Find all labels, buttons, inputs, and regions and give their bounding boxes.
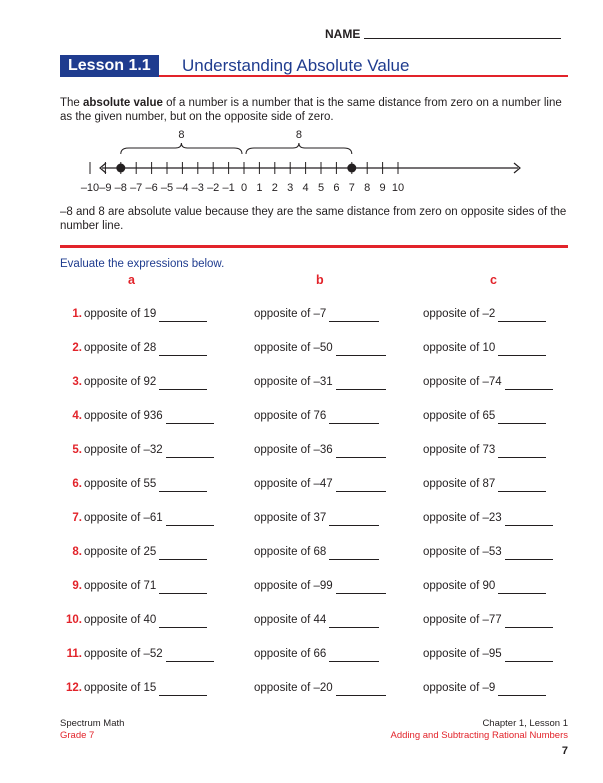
problem-text: opposite of –77 — [423, 614, 502, 626]
problem-b — [254, 410, 379, 424]
footer-right — [391, 718, 568, 742]
answer-blank[interactable] — [498, 343, 546, 356]
name-field — [325, 27, 561, 41]
answer-blank[interactable] — [329, 309, 379, 322]
problem-text: opposite of 10 — [423, 342, 496, 354]
tick-label: 3 — [287, 182, 294, 194]
tick-label: –2 — [207, 182, 220, 194]
right-brace-label: 8 — [295, 129, 302, 141]
footer-grade: Grade 7 — [60, 730, 95, 741]
problem-row — [0, 682, 603, 700]
answer-blank[interactable] — [329, 615, 379, 628]
column-header-c: c — [490, 273, 497, 287]
problem-text: opposite of –32 — [84, 444, 163, 456]
problem-b — [254, 648, 379, 662]
name-blank[interactable] — [364, 38, 561, 39]
problem-text: opposite of 71 — [84, 580, 157, 592]
problem-b — [254, 580, 386, 594]
answer-blank[interactable] — [159, 683, 207, 696]
problem-c — [423, 478, 546, 492]
problem-b — [254, 444, 386, 458]
problem-a — [84, 478, 207, 492]
intro-paragraph — [60, 96, 568, 124]
problem-number: 6. — [72, 478, 82, 490]
problem-text: opposite of –61 — [84, 512, 163, 524]
name-label: NAME — [325, 27, 361, 41]
tick-label: 6 — [333, 182, 340, 194]
problem-row — [0, 580, 603, 598]
number-line-braces — [121, 129, 352, 154]
problem-text: opposite of –23 — [423, 512, 502, 524]
answer-blank[interactable] — [159, 581, 207, 594]
problem-text: opposite of –50 — [254, 342, 333, 354]
answer-blank[interactable] — [329, 411, 379, 424]
tick-label: 9 — [379, 182, 386, 194]
tick-label: –5 — [160, 182, 174, 194]
answer-blank[interactable] — [329, 513, 379, 526]
tick-label: –7 — [130, 182, 143, 194]
problem-text: opposite of 87 — [423, 478, 496, 490]
problem-b — [254, 376, 386, 390]
answer-blank[interactable] — [498, 309, 546, 322]
intro-term: absolute value — [83, 97, 163, 109]
section-divider — [60, 245, 568, 248]
problem-row — [0, 308, 603, 326]
footer-chapter: Chapter 1, Lesson 1 — [482, 718, 568, 729]
problem-text: opposite of –47 — [254, 478, 333, 490]
answer-blank[interactable] — [498, 683, 546, 696]
tick-label: –9 — [99, 182, 112, 194]
problem-text: opposite of 55 — [84, 478, 157, 490]
answer-blank[interactable] — [498, 445, 546, 458]
number-line-labels — [81, 182, 404, 194]
problem-row — [0, 512, 603, 530]
tick-label: 7 — [348, 182, 355, 194]
lesson-banner — [60, 55, 568, 77]
problem-text: opposite of –20 — [254, 682, 333, 694]
problem-text: opposite of –53 — [423, 546, 502, 558]
right-brace — [246, 143, 352, 154]
lesson-title: Understanding Absolute Value — [182, 56, 410, 75]
answer-blank[interactable] — [329, 649, 379, 662]
column-header-a: a — [128, 273, 135, 287]
problem-text: opposite of –7 — [254, 308, 327, 320]
answer-blank[interactable] — [166, 411, 214, 424]
problem-a — [84, 614, 207, 628]
tick-label: 5 — [317, 182, 325, 194]
tick-label: –4 — [176, 182, 189, 194]
problem-row — [0, 444, 603, 462]
tick-label: 1 — [256, 182, 263, 194]
explanation: –8 and 8 are absolute value because they are the same distance from zero on opposite sides of the number line. — [60, 206, 567, 232]
number-line-axis — [100, 163, 520, 173]
answer-blank[interactable] — [166, 649, 214, 662]
problem-a — [84, 512, 214, 526]
problem-row — [0, 410, 603, 428]
problem-c — [423, 410, 546, 424]
answer-blank[interactable] — [329, 547, 379, 560]
problem-b — [254, 546, 379, 560]
answer-blank[interactable] — [166, 445, 214, 458]
problem-b — [254, 342, 386, 356]
problem-c — [423, 614, 553, 628]
problem-b — [254, 512, 379, 526]
tick-label: 8 — [364, 182, 371, 194]
problem-b — [254, 682, 386, 696]
problem-text: opposite of –9 — [423, 682, 496, 694]
problem-c — [423, 648, 553, 662]
problem-text: opposite of 65 — [423, 410, 496, 422]
problem-text: opposite of 73 — [423, 444, 496, 456]
problem-text: opposite of –31 — [254, 376, 333, 388]
tick-label: –3 — [191, 182, 204, 194]
tick-label: –6 — [145, 182, 158, 194]
problem-text: opposite of –74 — [423, 376, 502, 388]
problem-number: 10. — [66, 614, 82, 626]
problem-number: 2. — [72, 342, 82, 354]
problem-c — [423, 546, 553, 560]
tick-label: –1 — [222, 182, 235, 194]
problem-row — [0, 478, 603, 496]
answer-blank[interactable] — [505, 615, 553, 628]
problem-c — [423, 580, 546, 594]
problem-a — [84, 376, 207, 390]
problem-number: 8. — [72, 546, 82, 558]
problem-row — [0, 546, 603, 564]
problem-a — [84, 444, 214, 458]
problem-a — [84, 342, 207, 356]
answer-blank[interactable] — [336, 581, 386, 594]
answer-blank[interactable] — [505, 513, 553, 526]
problem-row — [0, 342, 603, 360]
problem-number: 11. — [66, 648, 82, 660]
problem-c — [423, 512, 553, 526]
problem-b — [254, 308, 379, 322]
tick-label: 0 — [240, 182, 248, 194]
problem-a — [84, 308, 207, 322]
problem-text: opposite of –2 — [423, 308, 496, 320]
answer-blank[interactable] — [505, 377, 553, 390]
tick-label: –10 — [80, 182, 100, 194]
problem-text: opposite of 66 — [254, 648, 327, 660]
problem-a — [84, 410, 214, 424]
answer-blank[interactable] — [498, 479, 546, 492]
problem-c — [423, 308, 546, 322]
problem-text: opposite of –99 — [254, 580, 333, 592]
problem-text: opposite of 37 — [254, 512, 327, 524]
answer-blank[interactable] — [336, 479, 386, 492]
problem-text: opposite of –52 — [84, 648, 163, 660]
footer-left — [60, 718, 124, 742]
problem-text: opposite of 15 — [84, 682, 157, 694]
problem-text: opposite of 44 — [254, 614, 327, 626]
answer-blank[interactable] — [159, 547, 207, 560]
number-line — [60, 128, 550, 198]
tick-label: 4 — [302, 182, 309, 194]
problem-c — [423, 444, 546, 458]
problem-a — [84, 682, 207, 696]
answer-blank[interactable] — [336, 377, 386, 390]
answer-blank[interactable] — [498, 581, 546, 594]
problem-number: 3. — [72, 376, 82, 388]
point-dot — [116, 164, 125, 173]
answer-blank[interactable] — [505, 547, 553, 560]
lesson-number: Lesson 1.1 — [60, 55, 159, 77]
answer-blank[interactable] — [505, 649, 553, 662]
problem-number: 4. — [72, 410, 82, 422]
answer-blank[interactable] — [336, 683, 386, 696]
tick-label: –8 — [114, 182, 127, 194]
problem-a — [84, 648, 214, 662]
left-brace — [121, 143, 242, 154]
problem-text: opposite of 19 — [84, 308, 157, 320]
footer-subject: Adding and Subtracting Rational Numbers — [390, 730, 568, 741]
problem-a — [84, 546, 207, 560]
answer-blank[interactable] — [159, 343, 207, 356]
answer-blank[interactable] — [336, 445, 386, 458]
problem-b — [254, 614, 379, 628]
problem-number: 9. — [72, 580, 82, 592]
problem-text: opposite of 68 — [254, 546, 327, 558]
page-number: 7 — [561, 745, 568, 757]
answer-blank[interactable] — [159, 377, 207, 390]
problem-text: opposite of 92 — [84, 376, 157, 388]
tick-label: 2 — [271, 182, 278, 194]
answer-blank[interactable] — [159, 479, 207, 492]
answer-blank[interactable] — [336, 343, 386, 356]
left-brace-label: 8 — [178, 129, 185, 141]
problem-row — [0, 614, 603, 632]
column-header-b: b — [316, 273, 324, 287]
problem-number: 1. — [72, 308, 82, 320]
answer-blank[interactable] — [159, 615, 207, 628]
problem-number: 12. — [66, 682, 82, 694]
problem-b — [254, 478, 386, 492]
problem-text: opposite of 76 — [254, 410, 327, 422]
footer-publisher: Spectrum Math — [60, 718, 125, 729]
answer-blank[interactable] — [498, 411, 546, 424]
problem-text: opposite of 40 — [84, 614, 157, 626]
problem-row — [0, 648, 603, 666]
problem-text: opposite of –36 — [254, 444, 333, 456]
problem-number: 5. — [72, 444, 82, 456]
answer-blank[interactable] — [159, 309, 207, 322]
problem-number: 7. — [72, 512, 82, 524]
problem-c — [423, 342, 546, 356]
intro-before: The — [60, 97, 84, 109]
problem-text: opposite of 25 — [84, 546, 157, 558]
instructions: Evaluate the expressions below. — [60, 258, 225, 270]
point-dot — [347, 164, 356, 173]
problem-text: opposite of 90 — [423, 580, 496, 592]
tick-label: 10 — [391, 182, 405, 194]
problem-c — [423, 376, 553, 390]
problem-row — [0, 376, 603, 394]
problem-c — [423, 682, 546, 696]
intro-after: of a number is a number that is the same distance from zero on a number line as the given number, but on the opposite side of zero. — [60, 97, 562, 123]
answer-blank[interactable] — [166, 513, 214, 526]
problem-text: opposite of 28 — [84, 342, 157, 354]
problem-text: opposite of –95 — [423, 648, 502, 660]
problem-text: opposite of 936 — [84, 410, 163, 422]
problem-a — [84, 580, 207, 594]
